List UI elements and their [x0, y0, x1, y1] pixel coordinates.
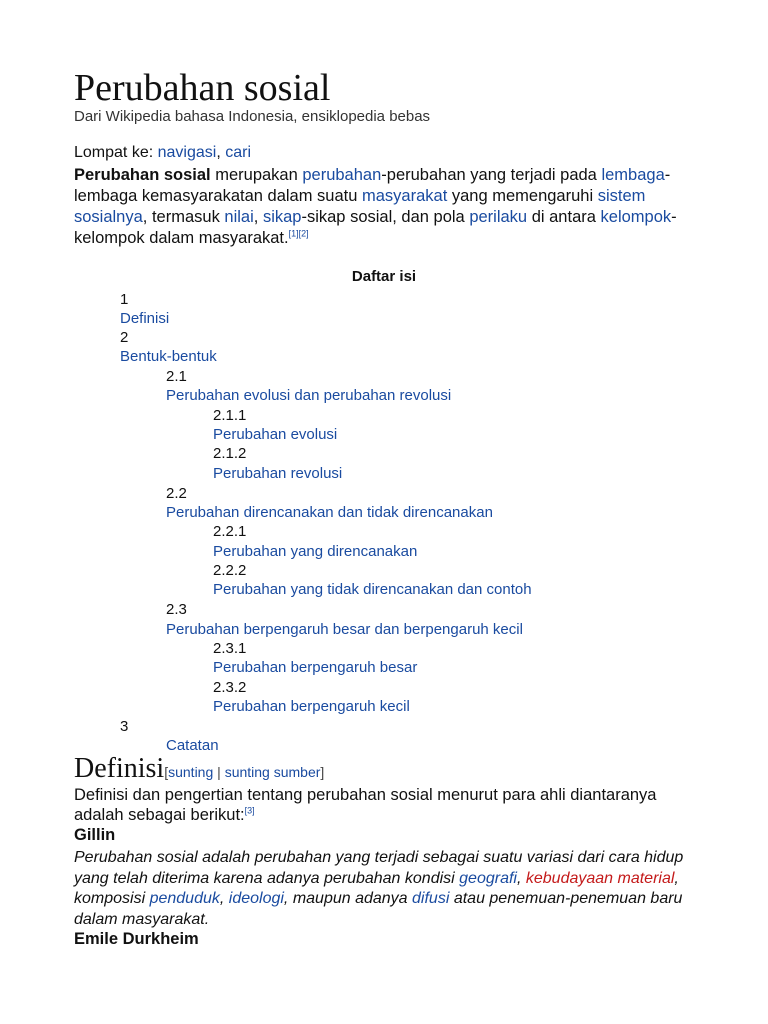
- toc-link-tidak-direncanakan[interactable]: Perubahan yang tidak direncanakan dan contoh: [213, 581, 532, 598]
- reference-link[interactable]: [1]: [288, 228, 299, 239]
- jump-label: Lompat ke:: [74, 144, 154, 161]
- toc-number: 2: [120, 329, 129, 346]
- link-perubahan[interactable]: perubahan: [302, 166, 382, 184]
- toc-number: 2.1.2: [213, 445, 247, 462]
- toc-link-evolusi-revolusi[interactable]: Perubahan evolusi dan perubahan revolusi: [166, 387, 452, 404]
- search-link[interactable]: cari: [225, 144, 251, 161]
- link-lembaga[interactable]: lembaga: [601, 166, 665, 184]
- reference-link[interactable]: [2]: [298, 228, 309, 239]
- toc-link-evolusi[interactable]: Perubahan evolusi: [213, 426, 338, 443]
- link-geografi[interactable]: geografi: [459, 869, 517, 887]
- toc-link-definisi[interactable]: Definisi: [120, 310, 170, 327]
- toc-link-catatan[interactable]: Catatan: [166, 737, 219, 754]
- link-kelompok[interactable]: kelompok: [600, 208, 672, 226]
- toc-number: 2.3: [166, 601, 187, 618]
- edit-source-link[interactable]: sunting sumber: [224, 764, 321, 780]
- page-subtitle: Dari Wikipedia bahasa Indonesia, ensiklopedia bebas: [74, 108, 431, 125]
- navigation-link[interactable]: navigasi: [157, 144, 217, 161]
- toc-number: 2.3.1: [213, 640, 247, 657]
- toc-number: 2.2.1: [213, 523, 247, 540]
- page-title: Perubahan sosial: [74, 67, 331, 109]
- link-difusi[interactable]: difusi: [412, 890, 450, 907]
- toc-number: 2.2.2: [213, 562, 247, 579]
- edit-links: [sunting | sunting sumber]: [164, 764, 325, 780]
- link-perilaku[interactable]: perilaku: [469, 208, 528, 226]
- link-masyarakat[interactable]: masyarakat: [362, 187, 448, 205]
- toc-number: 2.3.2: [213, 679, 247, 696]
- toc-number: 3: [120, 718, 129, 735]
- toc-link-bentuk[interactable]: Bentuk-bentuk: [120, 348, 217, 365]
- jump-to: Lompat ke: navigasi, cari: [74, 144, 251, 161]
- lead-paragraph: Perubahan sosial merupakan perubahan-perubahan yang terjadi pada lembaga-lembaga kemasyarakatan dalam suatu masyarakat yang memengaruhi sistem sosialnya, termasuk nilai, sikap-sikap sosial, dan pola perilaku di antara kelompok-kelompok dalam masyarakat.[1][2]: [74, 166, 677, 247]
- definition-quote: Perubahan sosial adalah perubahan yang terjadi sebagai suatu variasi dari cara hidup yang telah diterima karena adanya perubahan kondisi geografi, kebudayaan material, komposisi penduduk, ideologi, maupun adanya difusi atau penemuan-penemuan baru dalam masyarakat.: [74, 849, 684, 928]
- link-sikap[interactable]: sikap: [262, 208, 302, 226]
- toc-link-revolusi[interactable]: Perubahan revolusi: [213, 465, 343, 482]
- toc-number: 2.2: [166, 485, 187, 502]
- redlink-kebudayaan-material[interactable]: kebudayaan material: [525, 869, 675, 887]
- toc-number: 1: [120, 291, 129, 308]
- reference-link[interactable]: [3]: [244, 805, 255, 816]
- toc-link-direncanakan[interactable]: Perubahan direncanakan dan tidak direncanakan: [166, 504, 493, 521]
- toc-link-berpengaruh-kecil[interactable]: Perubahan berpengaruh kecil: [213, 698, 410, 715]
- toc-number: 2.1: [166, 368, 187, 385]
- toc-link-berpengaruh[interactable]: Perubahan berpengaruh besar dan berpengaruh kecil: [166, 621, 523, 638]
- edit-link[interactable]: sunting: [168, 764, 214, 780]
- toc-number: 2.1.1: [213, 407, 247, 424]
- author-name: Emile Durkheim: [74, 930, 199, 948]
- section-heading: Definisi[sunting | sunting sumber]: [74, 753, 325, 784]
- link-penduduk[interactable]: penduduk: [149, 890, 220, 907]
- lead-bold-term: Perubahan sosial: [74, 166, 211, 184]
- toc-title: Daftar isi: [351, 268, 417, 285]
- author-name: Gillin: [74, 826, 116, 844]
- toc-link-yang-direncanakan[interactable]: Perubahan yang direncanakan: [213, 543, 418, 560]
- toc-link-berpengaruh-besar[interactable]: Perubahan berpengaruh besar: [213, 659, 418, 676]
- link-nilai[interactable]: nilai: [224, 208, 254, 226]
- link-sistem-sosial[interactable]: sistem sosialnya: [74, 187, 646, 226]
- section-intro: Definisi dan pengertian tentang perubahan sosial menurut para ahli diantaranya adalah sebagai berikut:[3]: [74, 786, 657, 824]
- link-ideologi[interactable]: ideologi: [228, 890, 284, 907]
